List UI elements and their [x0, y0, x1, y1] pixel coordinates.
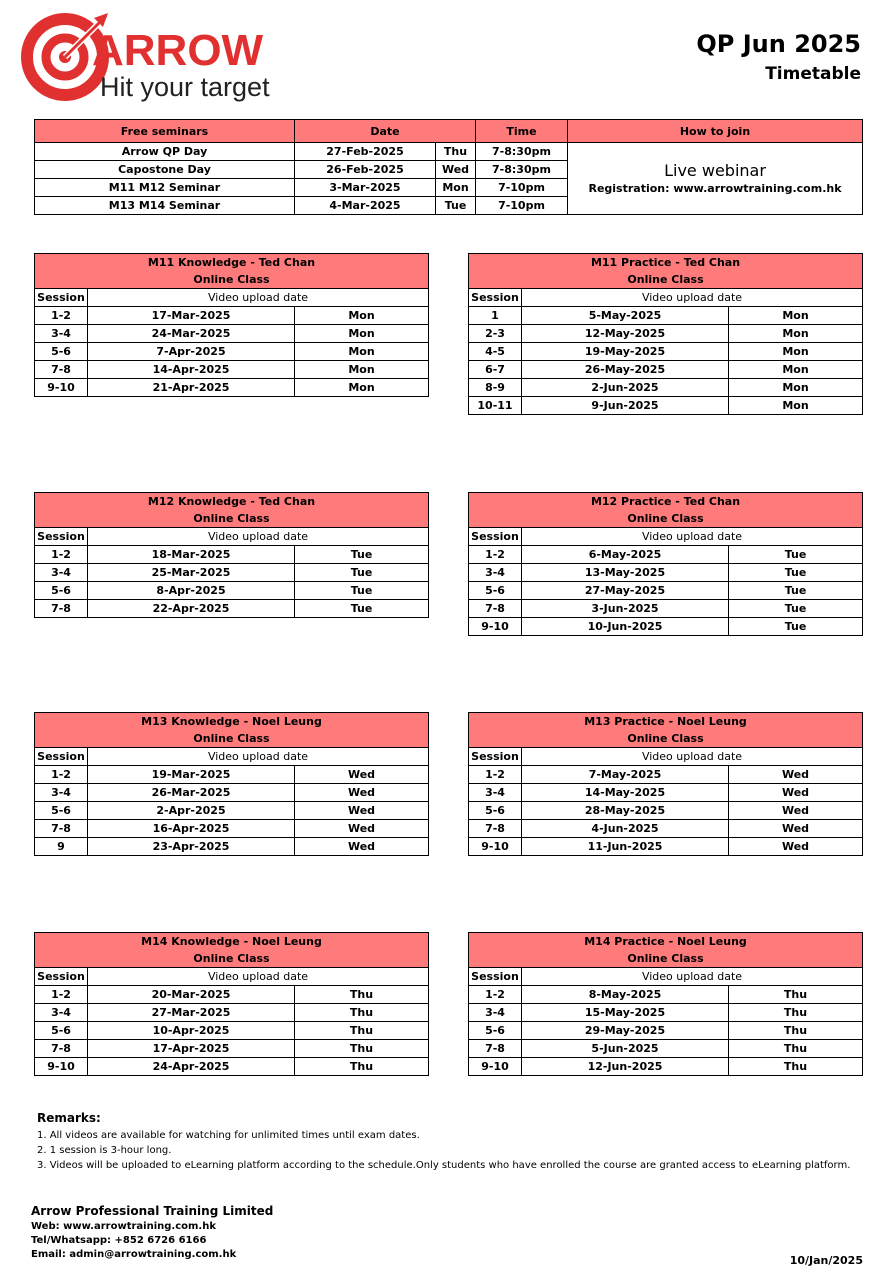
upload-date: 14-May-2025 [522, 784, 729, 802]
upload-date: 26-May-2025 [522, 361, 729, 379]
upload-date: 9-Jun-2025 [522, 397, 729, 415]
upload-date: 12-Jun-2025 [522, 1058, 729, 1076]
upload-day: Tue [295, 564, 429, 582]
upload-day: Thu [295, 1058, 429, 1076]
upload-date: 17-Apr-2025 [88, 1040, 295, 1058]
company-name: Arrow Professional Training Limited [31, 1204, 274, 1218]
upload-day: Mon [729, 379, 863, 397]
seminars-header-join: How to join [568, 120, 863, 143]
upload-day: Thu [295, 1004, 429, 1022]
upload-day: Mon [295, 379, 429, 397]
session-number: 5-6 [469, 802, 522, 820]
remark-item: 3. Videos will be uploaded to eLearning platform according to the schedule.Only students who have enrolled the course are granted access to eLearning platform. [37, 1160, 851, 1171]
seminar-date: 26-Feb-2025 [295, 161, 436, 179]
schedule-m11-practice [468, 253, 863, 415]
remark-item: 1. All videos are available for watching for unlimited times until exam dates. [37, 1130, 420, 1141]
video-upload-header: Video upload date [522, 748, 863, 766]
video-upload-header: Video upload date [88, 968, 429, 986]
upload-day: Tue [295, 546, 429, 564]
schedule-title-cell [35, 254, 429, 289]
session-number: 7-8 [35, 1040, 88, 1058]
video-upload-header: Video upload date [522, 968, 863, 986]
video-upload-header: Video upload date [522, 528, 863, 546]
schedule-mode: Online Class [193, 512, 270, 525]
session-number: 3-4 [469, 784, 522, 802]
seminars-header-date: Date [295, 120, 476, 143]
upload-date: 26-Mar-2025 [88, 784, 295, 802]
schedule-title-cell [469, 933, 863, 968]
upload-date: 2-Jun-2025 [522, 379, 729, 397]
upload-date: 2-Apr-2025 [88, 802, 295, 820]
upload-day: Mon [295, 325, 429, 343]
schedule-title-cell [469, 493, 863, 528]
session-number: 3-4 [469, 564, 522, 582]
upload-date: 21-Apr-2025 [88, 379, 295, 397]
upload-date: 24-Apr-2025 [88, 1058, 295, 1076]
session-number: 1-2 [35, 986, 88, 1004]
session-number: 9-10 [35, 379, 88, 397]
session-number: 7-8 [469, 820, 522, 838]
session-number: 6-7 [469, 361, 522, 379]
session-number: 5-6 [35, 343, 88, 361]
page-title: QP Jun 2025 [696, 30, 861, 58]
upload-date: 17-Mar-2025 [88, 307, 295, 325]
join-registration: Registration: www.arrowtraining.com.hk [588, 182, 842, 195]
session-number: 9-10 [35, 1058, 88, 1076]
seminar-name: Arrow QP Day [35, 143, 295, 161]
session-header: Session [35, 748, 88, 766]
session-number: 7-8 [469, 1040, 522, 1058]
video-upload-header: Video upload date [522, 289, 863, 307]
upload-date: 15-May-2025 [522, 1004, 729, 1022]
session-header: Session [469, 968, 522, 986]
seminar-time: 7-8:30pm [476, 143, 568, 161]
upload-day: Wed [729, 802, 863, 820]
session-number: 5-6 [35, 1022, 88, 1040]
upload-date: 3-Jun-2025 [522, 600, 729, 618]
upload-day: Thu [295, 1040, 429, 1058]
session-number: 7-8 [35, 600, 88, 618]
upload-day: Mon [729, 343, 863, 361]
session-number: 3-4 [35, 1004, 88, 1022]
session-number: 10-11 [469, 397, 522, 415]
schedule-title: M12 Practice - Ted Chan [590, 495, 741, 508]
session-number: 3-4 [35, 564, 88, 582]
upload-day: Wed [295, 838, 429, 856]
seminars-header-time: Time [476, 120, 568, 143]
logo-tagline: Hit your target [100, 72, 270, 102]
session-number: 1-2 [35, 546, 88, 564]
upload-day: Thu [295, 986, 429, 1004]
upload-day: Thu [729, 1040, 863, 1058]
upload-day: Thu [729, 1058, 863, 1076]
upload-date: 7-Apr-2025 [88, 343, 295, 361]
session-number: 7-8 [35, 820, 88, 838]
upload-day: Tue [729, 618, 863, 636]
upload-date: 14-Apr-2025 [88, 361, 295, 379]
upload-day: Tue [729, 582, 863, 600]
upload-day: Tue [295, 582, 429, 600]
schedule-m13-knowledge [34, 712, 429, 856]
arrow-logo [18, 10, 290, 104]
upload-day: Wed [295, 802, 429, 820]
upload-day: Wed [729, 838, 863, 856]
upload-date: 10-Jun-2025 [522, 618, 729, 636]
session-number: 5-6 [35, 802, 88, 820]
seminar-date: 27-Feb-2025 [295, 143, 436, 161]
page-subtitle: Timetable [765, 64, 861, 84]
schedule-m11-knowledge [34, 253, 429, 397]
upload-day: Wed [295, 766, 429, 784]
upload-date: 6-May-2025 [522, 546, 729, 564]
seminar-name: M13 M14 Seminar [35, 197, 295, 215]
document-date: 10/Jan/2025 [789, 1254, 863, 1267]
seminar-day: Tue [436, 197, 476, 215]
video-upload-header: Video upload date [88, 289, 429, 307]
schedule-title-cell [469, 254, 863, 289]
schedule-title: M13 Practice - Noel Leung [584, 715, 747, 728]
session-number: 3-4 [469, 1004, 522, 1022]
schedule-mode: Online Class [627, 512, 704, 525]
schedule-title-cell [35, 713, 429, 748]
schedule-m14-knowledge [34, 932, 429, 1076]
schedule-m12-knowledge [34, 492, 429, 618]
seminars-header-name: Free seminars [35, 120, 295, 143]
upload-date: 8-May-2025 [522, 986, 729, 1004]
seminar-day: Thu [436, 143, 476, 161]
upload-day: Mon [295, 343, 429, 361]
remarks [37, 1111, 850, 1173]
session-number: 9 [35, 838, 88, 856]
upload-date: 10-Apr-2025 [88, 1022, 295, 1040]
schedule-title-cell [469, 713, 863, 748]
schedule-mode: Online Class [627, 732, 704, 745]
upload-day: Tue [729, 600, 863, 618]
upload-date: 28-May-2025 [522, 802, 729, 820]
upload-day: Tue [295, 600, 429, 618]
upload-day: Thu [729, 1004, 863, 1022]
upload-date: 18-Mar-2025 [88, 546, 295, 564]
video-upload-header: Video upload date [88, 528, 429, 546]
session-number: 1-2 [35, 307, 88, 325]
seminar-name: M11 M12 Seminar [35, 179, 295, 197]
upload-day: Thu [729, 986, 863, 1004]
session-header: Session [35, 528, 88, 546]
session-header: Session [469, 528, 522, 546]
upload-date: 4-Jun-2025 [522, 820, 729, 838]
schedule-title: M14 Practice - Noel Leung [584, 935, 747, 948]
upload-date: 25-Mar-2025 [88, 564, 295, 582]
session-number: 1-2 [469, 766, 522, 784]
logo-brand: ARROW [92, 26, 264, 75]
schedule-mode: Online Class [193, 952, 270, 965]
schedule-mode: Online Class [627, 952, 704, 965]
seminars-table [34, 119, 863, 215]
schedule-title: M13 Knowledge - Noel Leung [141, 715, 322, 728]
session-number: 7-8 [469, 600, 522, 618]
upload-date: 23-Apr-2025 [88, 838, 295, 856]
seminar-date: 4-Mar-2025 [295, 197, 436, 215]
upload-date: 20-Mar-2025 [88, 986, 295, 1004]
upload-date: 16-Apr-2025 [88, 820, 295, 838]
upload-date: 22-Apr-2025 [88, 600, 295, 618]
schedule-title: M11 Practice - Ted Chan [590, 256, 741, 269]
schedule-mode: Online Class [193, 732, 270, 745]
schedule-title: M11 Knowledge - Ted Chan [147, 256, 316, 269]
seminar-day: Wed [436, 161, 476, 179]
upload-date: 8-Apr-2025 [88, 582, 295, 600]
schedule-mode: Online Class [627, 273, 704, 286]
session-header: Session [35, 289, 88, 307]
upload-date: 27-May-2025 [522, 582, 729, 600]
upload-date: 24-Mar-2025 [88, 325, 295, 343]
upload-day: Wed [729, 820, 863, 838]
session-number: 3-4 [35, 784, 88, 802]
session-number: 1-2 [469, 986, 522, 1004]
upload-day: Mon [729, 307, 863, 325]
join-title: Live webinar [664, 161, 766, 180]
session-number: 5-6 [469, 582, 522, 600]
remark-item: 2. 1 session is 3-hour long. [37, 1145, 172, 1156]
footer-email: Email: admin@arrowtraining.com.hk [31, 1249, 237, 1260]
upload-date: 19-Mar-2025 [88, 766, 295, 784]
schedule-title: M14 Knowledge - Noel Leung [141, 935, 322, 948]
remarks-heading: Remarks: [37, 1111, 101, 1125]
upload-day: Thu [295, 1022, 429, 1040]
schedule-title: M12 Knowledge - Ted Chan [147, 495, 316, 508]
join-cell [568, 143, 863, 215]
video-upload-header: Video upload date [88, 748, 429, 766]
seminar-name: Capostone Day [35, 161, 295, 179]
upload-day: Mon [729, 361, 863, 379]
upload-date: 19-May-2025 [522, 343, 729, 361]
session-number: 4-5 [469, 343, 522, 361]
upload-date: 5-May-2025 [522, 307, 729, 325]
upload-date: 29-May-2025 [522, 1022, 729, 1040]
upload-day: Wed [729, 766, 863, 784]
session-header: Session [469, 748, 522, 766]
upload-day: Tue [729, 546, 863, 564]
schedule-m12-practice [468, 492, 863, 636]
upload-date: 5-Jun-2025 [522, 1040, 729, 1058]
schedule-m14-practice [468, 932, 863, 1076]
footer-tel: Tel/Whatsapp: +852 6726 6166 [31, 1235, 207, 1246]
seminar-date: 3-Mar-2025 [295, 179, 436, 197]
session-number: 7-8 [35, 361, 88, 379]
session-number: 9-10 [469, 838, 522, 856]
session-number: 3-4 [35, 325, 88, 343]
seminar-time: 7-8:30pm [476, 161, 568, 179]
upload-day: Wed [295, 820, 429, 838]
seminar-time: 7-10pm [476, 197, 568, 215]
session-number: 1-2 [469, 546, 522, 564]
session-number: 1-2 [35, 766, 88, 784]
session-number: 5-6 [35, 582, 88, 600]
upload-day: Thu [729, 1022, 863, 1040]
upload-day: Mon [295, 361, 429, 379]
session-number: 8-9 [469, 379, 522, 397]
session-header: Session [469, 289, 522, 307]
upload-date: 12-May-2025 [522, 325, 729, 343]
footer [31, 1204, 273, 1262]
upload-day: Mon [295, 307, 429, 325]
session-header: Session [35, 968, 88, 986]
session-number: 5-6 [469, 1022, 522, 1040]
schedule-title-cell [35, 933, 429, 968]
schedule-title-cell [35, 493, 429, 528]
session-number: 9-10 [469, 618, 522, 636]
session-number: 2-3 [469, 325, 522, 343]
session-number: 1 [469, 307, 522, 325]
seminar-day: Mon [436, 179, 476, 197]
upload-date: 11-Jun-2025 [522, 838, 729, 856]
seminar-time: 7-10pm [476, 179, 568, 197]
upload-day: Wed [295, 784, 429, 802]
upload-date: 7-May-2025 [522, 766, 729, 784]
upload-day: Mon [729, 397, 863, 415]
schedule-m13-practice [468, 712, 863, 856]
session-number: 9-10 [469, 1058, 522, 1076]
upload-day: Mon [729, 325, 863, 343]
footer-web: Web: www.arrowtraining.com.hk [31, 1221, 216, 1232]
upload-date: 27-Mar-2025 [88, 1004, 295, 1022]
schedule-mode: Online Class [193, 273, 270, 286]
upload-date: 13-May-2025 [522, 564, 729, 582]
upload-day: Wed [729, 784, 863, 802]
upload-day: Tue [729, 564, 863, 582]
